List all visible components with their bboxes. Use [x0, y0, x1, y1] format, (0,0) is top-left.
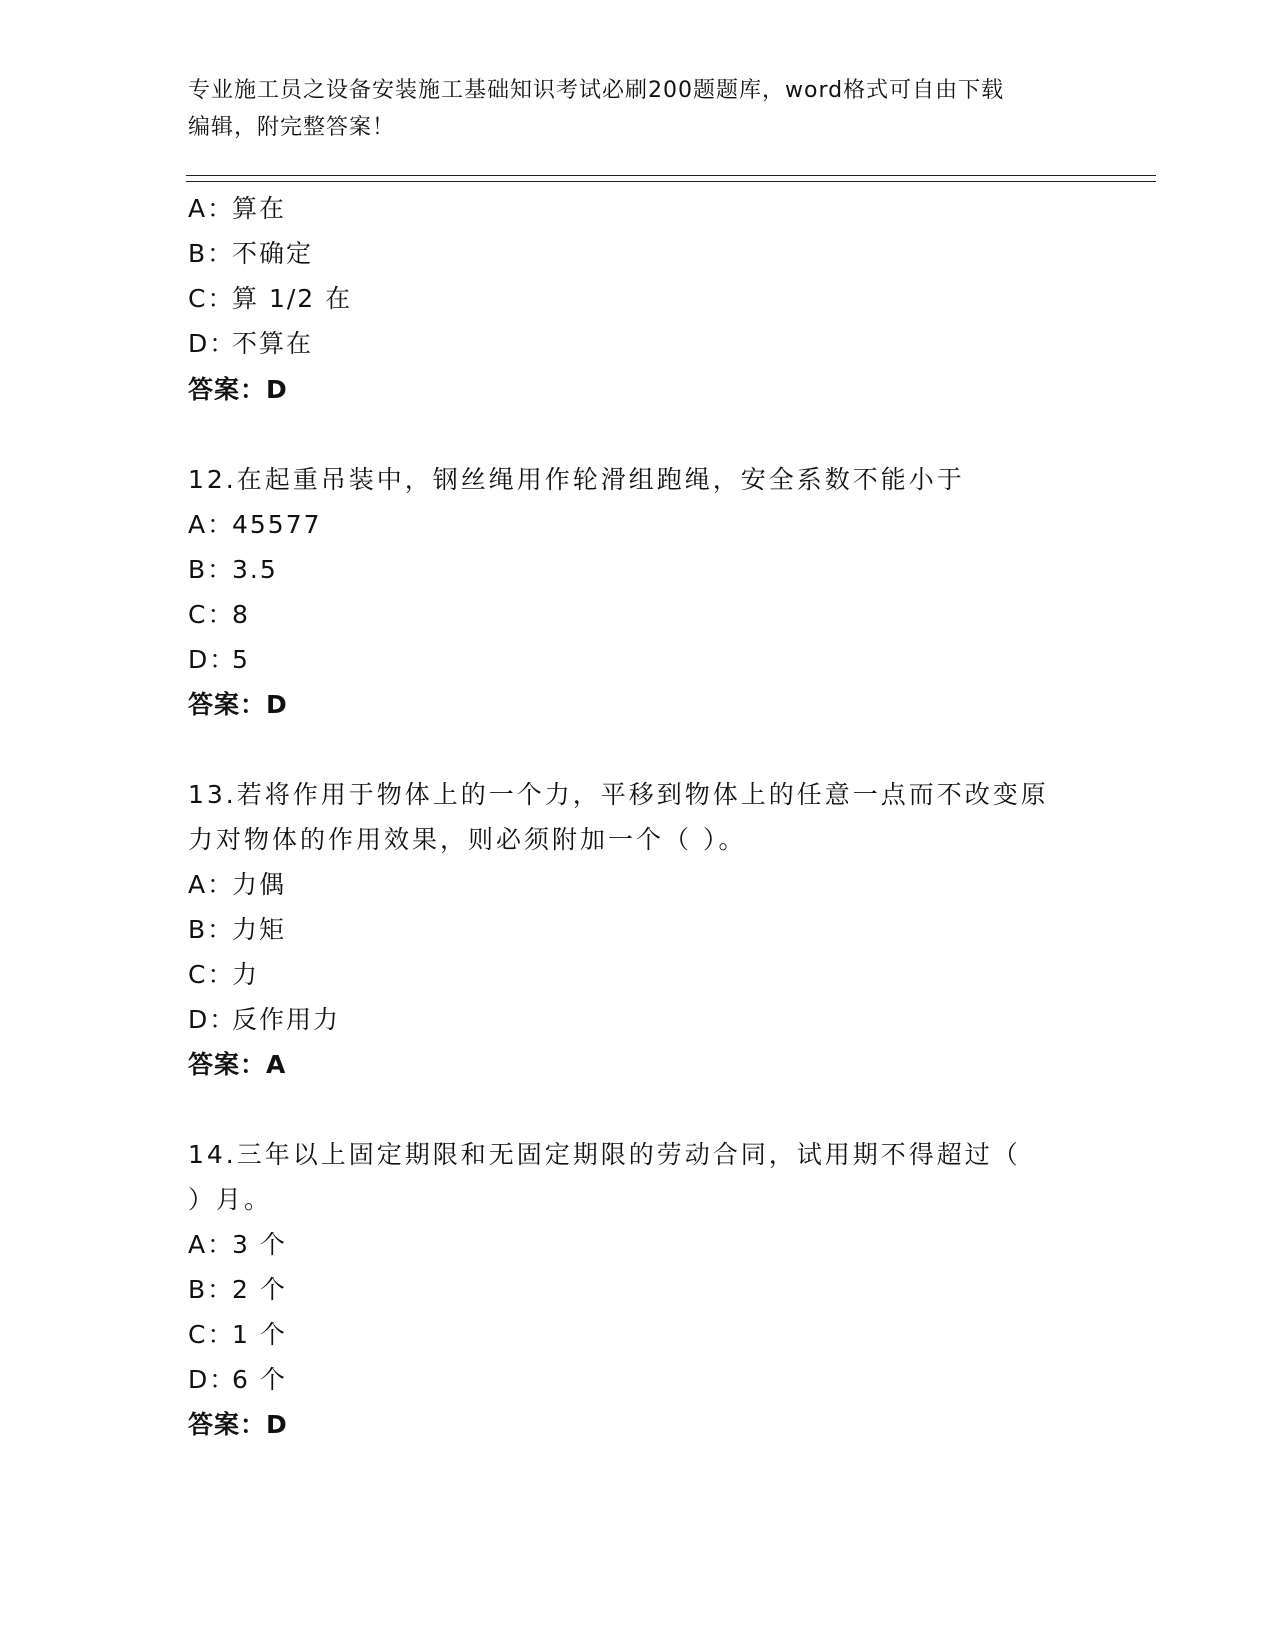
q11-option-d	[188, 329, 313, 359]
q13-option-a	[188, 870, 286, 900]
option-text: 不算在	[232, 329, 314, 358]
option-key: A：	[188, 1230, 235, 1259]
q14-option-c	[188, 1320, 287, 1350]
q14-answer: 答案：D	[188, 1410, 288, 1439]
option-key: B：	[188, 915, 235, 944]
q13-option-b	[188, 915, 286, 945]
q11-answer: 答案：D	[188, 375, 288, 404]
q12-option-c	[188, 600, 250, 630]
option-key: D：	[188, 645, 237, 674]
header-title-line-2: 编辑，附完整答案！	[188, 115, 396, 140]
q13-question-line-1: 13.若将作用于物体上的一个力，平移到物体上的任意一点而不改变原	[188, 780, 1049, 809]
q13-question-line-2: 力对物体的作用效果，则必须附加一个（ ）。	[188, 825, 747, 854]
option-text: 算在	[232, 194, 287, 223]
option-text: 力矩	[232, 915, 287, 944]
option-key: A：	[188, 194, 235, 223]
option-key: C：	[188, 1320, 235, 1349]
option-text: 算 1/2 在	[232, 284, 353, 313]
q12-option-d	[188, 645, 250, 675]
q12-option-a	[188, 510, 322, 540]
option-key: B：	[188, 555, 235, 584]
q12-option-b	[188, 555, 278, 585]
q14-question-line-2: ）月。	[188, 1185, 273, 1214]
option-key: D：	[188, 329, 237, 358]
option-text: 8	[232, 600, 250, 629]
option-key: D：	[188, 1365, 237, 1394]
q14-option-a	[188, 1230, 287, 1260]
header-title-line-1: 专业施工员之设备安装施工基础知识考试必刷200题题库，word格式可自由下载	[188, 78, 1005, 103]
option-key: B：	[188, 1275, 235, 1304]
option-text: 力	[232, 960, 260, 989]
q11-option-b	[188, 239, 313, 269]
option-key: C：	[188, 600, 235, 629]
option-text: 3 个	[232, 1230, 287, 1259]
q13-answer: 答案：A	[188, 1050, 287, 1079]
option-key: A：	[188, 870, 235, 899]
q13-option-d	[188, 1005, 340, 1035]
option-key: C：	[188, 960, 235, 989]
q11-option-a	[188, 194, 286, 224]
q12-question: 12.在起重吊装中，钢丝绳用作轮滑组跑绳，安全系数不能小于	[188, 465, 965, 494]
option-text: 2 个	[232, 1275, 287, 1304]
option-key: C：	[188, 284, 235, 313]
option-text: 1 个	[232, 1320, 287, 1349]
option-text: 3.5	[232, 555, 278, 584]
document-header	[188, 72, 1088, 146]
q12-answer: 答案：D	[188, 690, 288, 719]
option-text: 45577	[232, 510, 322, 539]
option-key: A：	[188, 510, 235, 539]
q14-option-d	[188, 1365, 287, 1395]
header-divider-bottom	[186, 181, 1156, 182]
option-text: 6 个	[232, 1365, 287, 1394]
option-text: 5	[232, 645, 250, 674]
header-divider-top	[186, 175, 1156, 176]
option-text: 力偶	[232, 870, 287, 899]
q14-question-line-1: 14.三年以上固定期限和无固定期限的劳动合同，试用期不得超过（	[188, 1140, 1021, 1169]
option-text: 不确定	[232, 239, 314, 268]
q13-option-c	[188, 960, 259, 990]
q14-option-b	[188, 1275, 287, 1305]
option-key: D：	[188, 1005, 237, 1034]
option-key: B：	[188, 239, 235, 268]
q11-option-c	[188, 284, 352, 314]
option-text: 反作用力	[232, 1005, 341, 1034]
